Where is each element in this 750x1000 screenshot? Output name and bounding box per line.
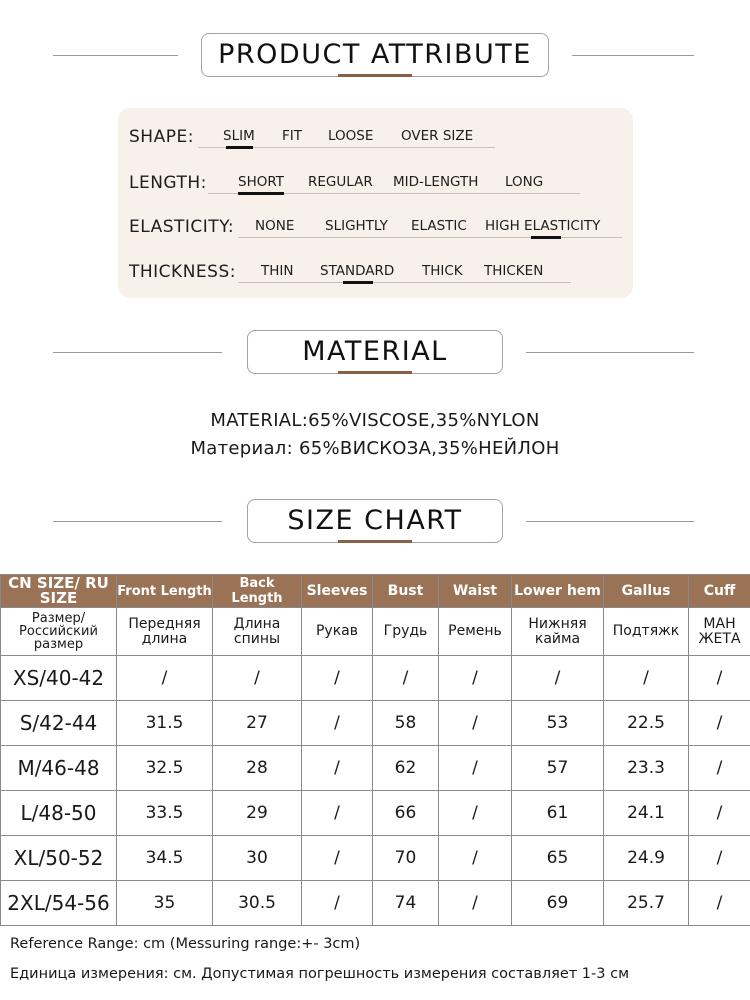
material-section-header bbox=[0, 330, 750, 380]
attribute-option: NONE bbox=[255, 218, 295, 234]
header-cell: Ремень bbox=[439, 608, 512, 656]
attribute-option: ELASTIC bbox=[411, 218, 467, 234]
table-cell: 33.5 bbox=[117, 791, 213, 836]
table-cell: 27 bbox=[213, 701, 302, 746]
selected-marker bbox=[531, 236, 561, 239]
attribute-option: REGULAR bbox=[308, 174, 373, 190]
table-cell: / bbox=[213, 656, 302, 701]
attribute-option: STANDARD bbox=[320, 263, 395, 279]
size-cell: S/42-44 bbox=[1, 701, 117, 746]
table-cell: / bbox=[439, 656, 512, 701]
table-cell: / bbox=[302, 836, 373, 881]
header-cell: Gallus bbox=[604, 575, 689, 608]
table-cell: 29 bbox=[213, 791, 302, 836]
table-cell: / bbox=[302, 791, 373, 836]
table-cell: / bbox=[302, 746, 373, 791]
header-cell: МАН ЖЕТА bbox=[689, 608, 750, 656]
attribute-underline-track bbox=[238, 237, 622, 238]
material-en-label: MATERIAL: bbox=[210, 410, 309, 431]
table-cell: / bbox=[689, 836, 750, 881]
table-row bbox=[1, 746, 750, 791]
reference-note-ru: Единица измерения: см. Допустимая погрешность измерения составляет 1-3 см bbox=[10, 966, 630, 982]
table-cell: 24.9 bbox=[604, 836, 689, 881]
table-cell: / bbox=[512, 656, 604, 701]
reference-note-en: Reference Range: cm (Messuring range:+- 3cm) bbox=[10, 936, 361, 952]
table-cell: 34.5 bbox=[117, 836, 213, 881]
divider-left bbox=[53, 55, 178, 56]
header-cell: Front Length bbox=[117, 575, 213, 608]
table-cell: 53 bbox=[512, 701, 604, 746]
attribute-label: SHAPE: bbox=[129, 127, 194, 147]
header-cell: Sleeves bbox=[302, 575, 373, 608]
table-cell: 61 bbox=[512, 791, 604, 836]
attribute-option: SLIM bbox=[223, 128, 255, 144]
attribute-option: THICKEN bbox=[484, 263, 544, 279]
attribute-row-shape bbox=[118, 121, 633, 151]
size-cell: L/48-50 bbox=[1, 791, 117, 836]
table-cell: / bbox=[302, 881, 373, 926]
header-row-en bbox=[1, 575, 750, 608]
divider-left bbox=[53, 521, 222, 522]
table-cell: / bbox=[689, 701, 750, 746]
size-chart-table bbox=[0, 574, 750, 926]
table-cell: / bbox=[689, 746, 750, 791]
attribute-option: LONG bbox=[505, 174, 544, 190]
header-cell: Back Length bbox=[213, 575, 302, 608]
divider-left bbox=[53, 352, 222, 353]
size-section-header bbox=[0, 499, 750, 549]
attribute-option: SLIGHTLY bbox=[325, 218, 388, 234]
table-row bbox=[1, 701, 750, 746]
table-cell: 69 bbox=[512, 881, 604, 926]
attribute-option: LOOSE bbox=[328, 128, 374, 144]
header-cell: Waist bbox=[439, 575, 512, 608]
table-cell: 30.5 bbox=[213, 881, 302, 926]
divider-right bbox=[572, 55, 694, 56]
table-cell: 23.3 bbox=[604, 746, 689, 791]
size-cell: M/46-48 bbox=[1, 746, 117, 791]
title-accent-bar bbox=[338, 371, 412, 374]
material-title: MATERIAL bbox=[247, 330, 503, 374]
header-cell: CN SIZE/ RU SIZE bbox=[1, 575, 117, 608]
material-en-value: 65%VISCOSE,35%NYLON bbox=[308, 410, 540, 431]
table-cell: 74 bbox=[373, 881, 439, 926]
table-cell: / bbox=[439, 746, 512, 791]
table-cell: 70 bbox=[373, 836, 439, 881]
table-cell: 65 bbox=[512, 836, 604, 881]
table-cell: 30 bbox=[213, 836, 302, 881]
table-cell: 62 bbox=[373, 746, 439, 791]
divider-right bbox=[526, 352, 694, 353]
attribute-option: THICK bbox=[422, 263, 463, 279]
table-cell: 35 bbox=[117, 881, 213, 926]
attribute-panel bbox=[118, 108, 633, 298]
table-cell: 57 bbox=[512, 746, 604, 791]
table-cell: / bbox=[117, 656, 213, 701]
material-ru-value: 65%ВИСКОЗА,35%НЕЙЛОН bbox=[299, 438, 560, 459]
table-cell: / bbox=[689, 881, 750, 926]
table-cell: / bbox=[689, 656, 750, 701]
size-chart-title: SIZE CHART bbox=[247, 499, 503, 543]
material-en bbox=[0, 410, 750, 431]
table-row bbox=[1, 656, 750, 701]
table-cell: / bbox=[439, 791, 512, 836]
divider-right bbox=[526, 521, 694, 522]
table-row bbox=[1, 791, 750, 836]
size-cell: 2XL/54-56 bbox=[1, 881, 117, 926]
material-ru-label: Материал: bbox=[190, 438, 293, 459]
table-cell: 28 bbox=[213, 746, 302, 791]
selected-marker bbox=[226, 146, 253, 149]
header-row-ru bbox=[1, 608, 750, 656]
header-cell: Размер/ Российский размер bbox=[1, 608, 117, 656]
table-cell: 24.1 bbox=[604, 791, 689, 836]
table-cell: / bbox=[302, 701, 373, 746]
attribute-option: SHORT bbox=[238, 174, 284, 190]
table-cell: / bbox=[439, 836, 512, 881]
header-cell: Рукав bbox=[302, 608, 373, 656]
table-cell: / bbox=[439, 881, 512, 926]
header-cell: Bust bbox=[373, 575, 439, 608]
selected-marker bbox=[343, 281, 373, 284]
header-cell: Нижняя кайма bbox=[512, 608, 604, 656]
attribute-label: THICKNESS: bbox=[129, 262, 236, 282]
size-cell: XS/40-42 bbox=[1, 656, 117, 701]
attribute-option: HIGH ELASTICITY bbox=[485, 218, 601, 234]
table-cell: / bbox=[689, 791, 750, 836]
attribute-option: THIN bbox=[261, 263, 294, 279]
table-cell: 58 bbox=[373, 701, 439, 746]
attribute-option: OVER SIZE bbox=[401, 128, 474, 144]
title-accent-bar bbox=[338, 540, 412, 543]
attribute-row-elasticity bbox=[118, 211, 633, 241]
table-cell: 31.5 bbox=[117, 701, 213, 746]
attribute-label: ELASTICITY: bbox=[129, 217, 235, 237]
attribute-label: LENGTH: bbox=[129, 173, 207, 193]
table-cell: / bbox=[373, 656, 439, 701]
table-cell: 22.5 bbox=[604, 701, 689, 746]
table-cell: 25.7 bbox=[604, 881, 689, 926]
header-cell: Подтяжк bbox=[604, 608, 689, 656]
table-cell: / bbox=[302, 656, 373, 701]
table-cell: 32.5 bbox=[117, 746, 213, 791]
header-cell: Длина спины bbox=[213, 608, 302, 656]
selected-marker bbox=[238, 192, 284, 195]
attribute-row-length bbox=[118, 167, 633, 197]
size-cell: XL/50-52 bbox=[1, 836, 117, 881]
attribute-section-header bbox=[0, 33, 750, 83]
header-cell: Lower hem bbox=[512, 575, 604, 608]
table-row bbox=[1, 836, 750, 881]
header-cell: Передняя длина bbox=[117, 608, 213, 656]
header-cell: Грудь bbox=[373, 608, 439, 656]
attribute-option: FIT bbox=[282, 128, 302, 144]
table-cell: / bbox=[604, 656, 689, 701]
attribute-title: PRODUCT ATTRIBUTE bbox=[201, 33, 549, 77]
title-accent-bar bbox=[338, 74, 412, 77]
header-cell: Cuff bbox=[689, 575, 750, 608]
table-cell: / bbox=[439, 701, 512, 746]
attribute-option: MID-LENGTH bbox=[393, 174, 479, 190]
table-cell: 66 bbox=[373, 791, 439, 836]
attribute-row-thickness bbox=[118, 256, 633, 286]
table-row bbox=[1, 881, 750, 926]
material-ru bbox=[0, 438, 750, 459]
attribute-underline-track bbox=[238, 282, 571, 283]
